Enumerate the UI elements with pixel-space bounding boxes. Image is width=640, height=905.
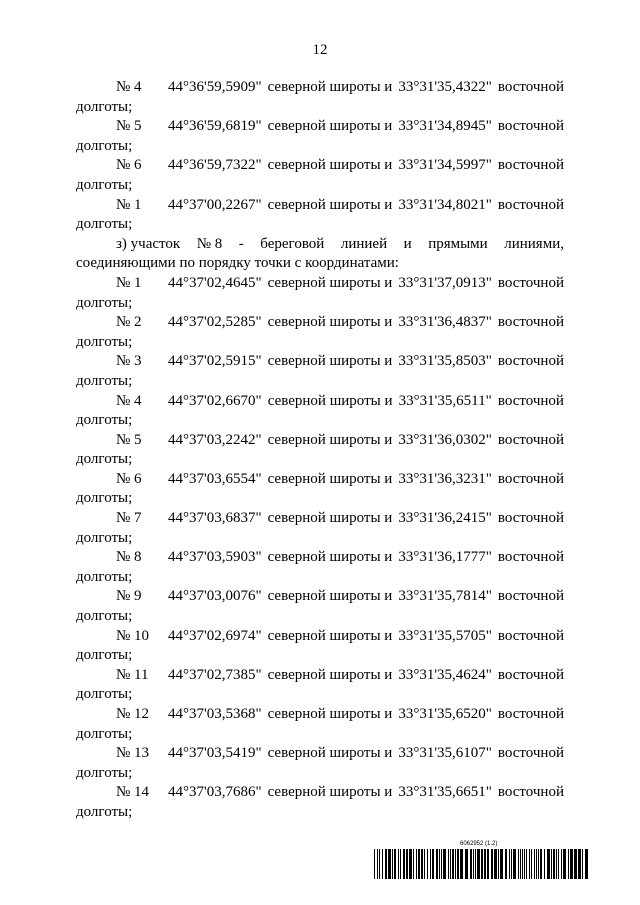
north-latitude-label: северной широты и bbox=[267, 274, 393, 291]
coordinate-point bbox=[76, 117, 564, 156]
point-number: № 1 bbox=[116, 274, 142, 291]
longitude-label: долготы; bbox=[76, 686, 133, 703]
coordinate-point bbox=[76, 509, 564, 548]
barcode-bar bbox=[432, 849, 434, 879]
longitude-value: 33°31'35,5705" bbox=[398, 627, 492, 644]
barcode-bar bbox=[436, 849, 438, 879]
barcode-bar bbox=[484, 849, 486, 879]
section-word-3: и bbox=[403, 235, 412, 252]
east-label: восточной bbox=[497, 706, 564, 722]
barcode-bar bbox=[491, 849, 493, 879]
coordinate-line bbox=[76, 548, 564, 568]
coordinate-text bbox=[168, 548, 564, 568]
north-latitude-label: северной широты и bbox=[267, 510, 393, 527]
latitude-value: 44°36'59,7322" bbox=[168, 157, 262, 174]
coordinate-text bbox=[168, 274, 564, 294]
coordinate-text bbox=[168, 627, 564, 647]
latitude-value: 44°37'02,5285" bbox=[168, 314, 262, 331]
coordinate-point bbox=[76, 431, 564, 470]
barcode-bar bbox=[477, 849, 480, 879]
longitude-value: 33°31'35,4322" bbox=[398, 79, 492, 95]
coordinate-point bbox=[76, 156, 564, 195]
north-latitude-label: северной широты и bbox=[267, 470, 393, 487]
coordinate-point bbox=[76, 352, 564, 391]
barcode-bar bbox=[403, 849, 405, 879]
coordinate-point bbox=[76, 274, 564, 313]
barcode-bar bbox=[578, 849, 581, 879]
barcode-bar bbox=[487, 849, 489, 879]
coordinate-text bbox=[168, 431, 564, 451]
barcode-bar bbox=[518, 849, 519, 879]
longitude-label: долготы; bbox=[76, 137, 133, 154]
barcode-bar bbox=[409, 849, 412, 879]
north-latitude-label: северной широты и bbox=[267, 784, 393, 801]
barcode-bar bbox=[538, 849, 539, 879]
east-label: восточной bbox=[497, 79, 564, 95]
coordinate-line bbox=[76, 470, 564, 490]
barcode-bar bbox=[498, 849, 499, 879]
north-latitude-label: северной широты и bbox=[267, 627, 393, 644]
document-body bbox=[76, 78, 564, 823]
coordinate-text bbox=[168, 509, 564, 529]
section-letter: з) участок bbox=[116, 235, 181, 252]
east-label: восточной bbox=[497, 196, 564, 213]
coordinate-text bbox=[168, 470, 564, 490]
longitude-label: долготы; bbox=[76, 216, 133, 233]
barcode-bar bbox=[494, 849, 497, 879]
barcode-bar bbox=[563, 849, 566, 879]
barcode-bar bbox=[568, 849, 569, 879]
coordinate-point bbox=[76, 627, 564, 666]
longitude-value: 33°31'35,6107" bbox=[398, 745, 492, 762]
coordinate-text bbox=[168, 744, 564, 764]
barcode-bar bbox=[457, 849, 459, 879]
east-label: восточной bbox=[497, 588, 564, 605]
latitude-value: 44°36'59,6819" bbox=[168, 118, 262, 135]
north-latitude-label: северной широты и bbox=[267, 745, 393, 762]
longitude-label: долготы; bbox=[76, 333, 133, 350]
east-label: восточной bbox=[497, 274, 564, 291]
barcode-bar bbox=[570, 849, 573, 879]
east-label: восточной bbox=[497, 431, 564, 448]
barcode-bar bbox=[465, 849, 468, 879]
section-heading bbox=[76, 235, 564, 274]
barcode-bar bbox=[558, 849, 559, 879]
coordinate-line bbox=[76, 705, 564, 725]
east-label: восточной bbox=[497, 510, 564, 527]
north-latitude-label: северной широты и bbox=[267, 353, 393, 370]
barcode-bar bbox=[540, 849, 542, 879]
east-label: восточной bbox=[497, 470, 564, 487]
section-dash: - bbox=[238, 235, 244, 252]
section-word-4: прямыми bbox=[428, 235, 488, 252]
point-number: № 4 bbox=[116, 392, 142, 409]
longitude-value: 33°31'36,0302" bbox=[398, 431, 492, 448]
barcode-bar bbox=[582, 849, 583, 879]
north-latitude-label: северной широты и bbox=[267, 157, 393, 174]
east-label: восточной bbox=[497, 118, 564, 135]
coordinate-point bbox=[76, 470, 564, 509]
north-latitude-label: северной широты и bbox=[267, 314, 393, 331]
longitude-value: 33°31'35,6511" bbox=[398, 392, 492, 409]
barcode-bar bbox=[526, 849, 527, 879]
longitude-label: долготы; bbox=[76, 98, 133, 115]
barcode-bar bbox=[392, 849, 393, 879]
section-word-2: линией bbox=[340, 235, 388, 252]
barcode-bar bbox=[520, 849, 521, 879]
latitude-value: 44°37'02,5915" bbox=[168, 353, 262, 370]
coordinate-text bbox=[168, 78, 564, 98]
barcode-bar bbox=[505, 849, 507, 879]
coordinate-line bbox=[76, 78, 564, 98]
coordinate-text bbox=[168, 352, 564, 372]
barcode-bar bbox=[556, 849, 557, 879]
barcode-bar bbox=[439, 849, 440, 879]
point-number: № 12 bbox=[116, 706, 150, 722]
barcode-bar bbox=[455, 849, 456, 879]
latitude-value: 44°37'03,2242" bbox=[168, 431, 262, 448]
points-list-a bbox=[76, 78, 564, 235]
east-label: восточной bbox=[497, 784, 564, 801]
coordinate-text bbox=[168, 156, 564, 176]
barcode-bar bbox=[385, 849, 387, 879]
latitude-value: 44°37'00,2267" bbox=[168, 196, 262, 213]
point-number: № 6 bbox=[116, 470, 142, 487]
east-label: восточной bbox=[497, 157, 564, 174]
barcode-bar bbox=[511, 849, 512, 879]
longitude-label: долготы; bbox=[76, 725, 133, 742]
barcode-bar bbox=[388, 849, 391, 879]
point-number: № 1 bbox=[116, 196, 142, 213]
point-number: № 9 bbox=[116, 588, 142, 605]
section-heading-line1 bbox=[76, 235, 564, 255]
longitude-label: долготы; bbox=[76, 294, 133, 311]
latitude-value: 44°37'02,6974" bbox=[168, 627, 262, 644]
coordinate-line bbox=[76, 666, 564, 686]
north-latitude-label: северной широты и bbox=[267, 118, 393, 135]
coordinate-point bbox=[76, 744, 564, 783]
point-number: № 2 bbox=[116, 314, 142, 331]
latitude-value: 44°36'59,5909" bbox=[168, 79, 262, 95]
point-number: № 4 bbox=[116, 79, 142, 95]
longitude-value: 33°31'35,7814" bbox=[398, 588, 492, 605]
coordinate-point bbox=[76, 666, 564, 705]
barcode-bar bbox=[544, 849, 545, 879]
coordinate-point bbox=[76, 313, 564, 352]
barcode-bar bbox=[406, 849, 408, 879]
barcode-bar bbox=[441, 849, 442, 879]
barcode-bar bbox=[470, 849, 472, 879]
barcode-bar bbox=[513, 849, 516, 879]
coordinate-text bbox=[168, 783, 564, 803]
east-label: восточной bbox=[497, 353, 564, 370]
longitude-value: 33°31'34,8021" bbox=[398, 196, 492, 213]
longitude-label: долготы; bbox=[76, 490, 133, 507]
point-number: № 5 bbox=[116, 118, 142, 135]
barcode-bar bbox=[547, 849, 550, 879]
point-number: № 11 bbox=[116, 666, 149, 683]
east-label: восточной bbox=[497, 666, 564, 683]
barcode-bar bbox=[450, 849, 451, 879]
section-heading-line2: соединяющими по порядку точки с координатами: bbox=[76, 255, 399, 272]
latitude-value: 44°37'03,5368" bbox=[168, 706, 262, 722]
north-latitude-label: северной широты и bbox=[267, 666, 393, 683]
latitude-value: 44°37'03,0076" bbox=[168, 588, 262, 605]
north-latitude-label: северной широты и bbox=[267, 549, 393, 566]
coordinate-point bbox=[76, 548, 564, 587]
coordinate-text bbox=[168, 666, 564, 686]
coordinate-point bbox=[76, 587, 564, 626]
barcode-bar bbox=[534, 849, 535, 879]
north-latitude-label: северной широты и bbox=[267, 588, 393, 605]
section-word-5: линиями, bbox=[504, 235, 564, 252]
latitude-value: 44°37'03,5903" bbox=[168, 549, 262, 566]
longitude-value: 33°31'36,4837" bbox=[398, 314, 492, 331]
point-number: № 7 bbox=[116, 510, 142, 527]
coordinate-text bbox=[168, 587, 564, 607]
barcode-area bbox=[374, 841, 592, 881]
point-number: № 8 bbox=[116, 549, 142, 566]
coordinate-point bbox=[76, 78, 564, 117]
point-number: № 13 bbox=[116, 745, 150, 762]
barcode-bar bbox=[536, 849, 537, 879]
coordinate-point bbox=[76, 705, 564, 744]
east-label: восточной bbox=[497, 627, 564, 644]
coordinate-line bbox=[76, 509, 564, 529]
coordinate-line bbox=[76, 587, 564, 607]
longitude-value: 33°31'35,6651" bbox=[398, 784, 492, 801]
section-word-1: береговой bbox=[260, 235, 325, 252]
longitude-value: 33°31'35,8503" bbox=[398, 353, 492, 370]
longitude-value: 33°31'37,0913" bbox=[398, 274, 492, 291]
barcode-bar bbox=[531, 849, 532, 879]
barcode-bar bbox=[421, 849, 423, 879]
coordinate-point bbox=[76, 196, 564, 235]
north-latitude-label: северной широты и bbox=[267, 79, 393, 95]
barcode-bar bbox=[574, 849, 577, 879]
coordinate-line bbox=[76, 274, 564, 294]
coordinate-line bbox=[76, 392, 564, 412]
barcode-bar bbox=[561, 849, 562, 879]
barcode-bar bbox=[481, 849, 483, 879]
coordinate-line bbox=[76, 196, 564, 216]
coordinate-text bbox=[168, 705, 564, 725]
barcode-bar bbox=[418, 849, 420, 879]
latitude-value: 44°37'02,7385" bbox=[168, 666, 262, 683]
point-number: № 10 bbox=[116, 627, 150, 644]
barcode-bar bbox=[585, 849, 588, 879]
north-latitude-label: северной широты и bbox=[267, 706, 393, 722]
coordinate-line bbox=[76, 744, 564, 764]
barcode-bar bbox=[452, 849, 454, 879]
coordinate-text bbox=[168, 196, 564, 216]
coordinate-line bbox=[76, 627, 564, 647]
longitude-label: долготы; bbox=[76, 803, 133, 820]
north-latitude-label: северной широты и bbox=[267, 196, 393, 213]
barcode-bar bbox=[374, 849, 375, 879]
coordinate-point bbox=[76, 783, 564, 822]
longitude-label: долготы; bbox=[76, 764, 133, 781]
barcode-bar bbox=[473, 849, 474, 879]
barcode-bar bbox=[382, 849, 383, 879]
latitude-value: 44°37'03,6837" bbox=[168, 510, 262, 527]
longitude-value: 33°31'34,5997" bbox=[398, 157, 492, 174]
coordinate-line bbox=[76, 156, 564, 176]
longitude-label: долготы; bbox=[76, 451, 133, 468]
barcode-bar bbox=[475, 849, 476, 879]
latitude-value: 44°37'02,4645" bbox=[168, 274, 262, 291]
section-number: № 8 bbox=[196, 235, 223, 252]
coordinate-line bbox=[76, 117, 564, 137]
barcode-bar bbox=[509, 849, 510, 879]
longitude-value: 33°31'34,8945" bbox=[398, 118, 492, 135]
barcode-bar bbox=[430, 849, 431, 879]
barcode-bar bbox=[460, 849, 463, 879]
latitude-value: 44°37'03,6554" bbox=[168, 470, 262, 487]
barcode-bar bbox=[448, 849, 449, 879]
barcode-bar bbox=[377, 849, 378, 879]
latitude-value: 44°37'02,6670" bbox=[168, 392, 262, 409]
coordinate-line bbox=[76, 352, 564, 372]
east-label: восточной bbox=[497, 549, 564, 566]
barcode-image bbox=[374, 849, 592, 879]
coordinate-line bbox=[76, 313, 564, 333]
coordinate-text bbox=[168, 117, 564, 137]
north-latitude-label: северной широты и bbox=[267, 431, 393, 448]
coordinate-text bbox=[168, 392, 564, 412]
longitude-value: 33°31'36,1777" bbox=[398, 549, 492, 566]
barcode-bar bbox=[394, 849, 396, 879]
point-number: № 5 bbox=[116, 431, 142, 448]
barcode-bar bbox=[553, 849, 555, 879]
barcode-bar bbox=[524, 849, 525, 879]
latitude-value: 44°37'03,7686" bbox=[168, 784, 262, 801]
east-label: восточной bbox=[497, 314, 564, 331]
barcode-bar bbox=[529, 849, 530, 879]
longitude-value: 33°31'35,6520" bbox=[398, 706, 492, 722]
longitude-label: долготы; bbox=[76, 372, 133, 389]
barcode-bar bbox=[443, 849, 446, 879]
north-latitude-label: северной широты и bbox=[267, 392, 393, 409]
coordinate-point bbox=[76, 392, 564, 431]
barcode-number: 6062952 (1.2) bbox=[460, 841, 498, 847]
point-number: № 3 bbox=[116, 353, 142, 370]
longitude-value: 33°31'36,2415" bbox=[398, 510, 492, 527]
longitude-label: долготы; bbox=[76, 176, 133, 193]
barcode-bar bbox=[413, 849, 414, 879]
latitude-value: 44°37'03,5419" bbox=[168, 745, 262, 762]
barcode-bar bbox=[500, 849, 503, 879]
barcode-bar bbox=[424, 849, 425, 879]
east-label: восточной bbox=[497, 745, 564, 762]
barcode-bar bbox=[522, 849, 523, 879]
barcode-bar bbox=[427, 849, 428, 879]
barcode-bar bbox=[400, 849, 401, 879]
barcode-bar bbox=[416, 849, 417, 879]
point-number: № 14 bbox=[116, 784, 150, 801]
longitude-label: долготы; bbox=[76, 608, 133, 625]
coordinate-text bbox=[168, 313, 564, 333]
coordinate-line bbox=[76, 783, 564, 803]
longitude-label: долготы; bbox=[76, 568, 133, 585]
point-number: № 6 bbox=[116, 157, 142, 174]
east-label: восточной bbox=[497, 392, 564, 409]
longitude-value: 33°31'36,3231" bbox=[398, 470, 492, 487]
longitude-value: 33°31'35,4624" bbox=[398, 666, 492, 683]
page-number: 12 bbox=[312, 42, 328, 58]
barcode-bar bbox=[551, 849, 552, 879]
barcode-bar bbox=[379, 849, 380, 879]
coordinate-line bbox=[76, 431, 564, 451]
barcode-bar bbox=[398, 849, 399, 879]
longitude-label: долготы; bbox=[76, 529, 133, 546]
points-list-b bbox=[76, 274, 564, 823]
longitude-label: долготы; bbox=[76, 412, 133, 429]
longitude-label: долготы; bbox=[76, 647, 133, 664]
